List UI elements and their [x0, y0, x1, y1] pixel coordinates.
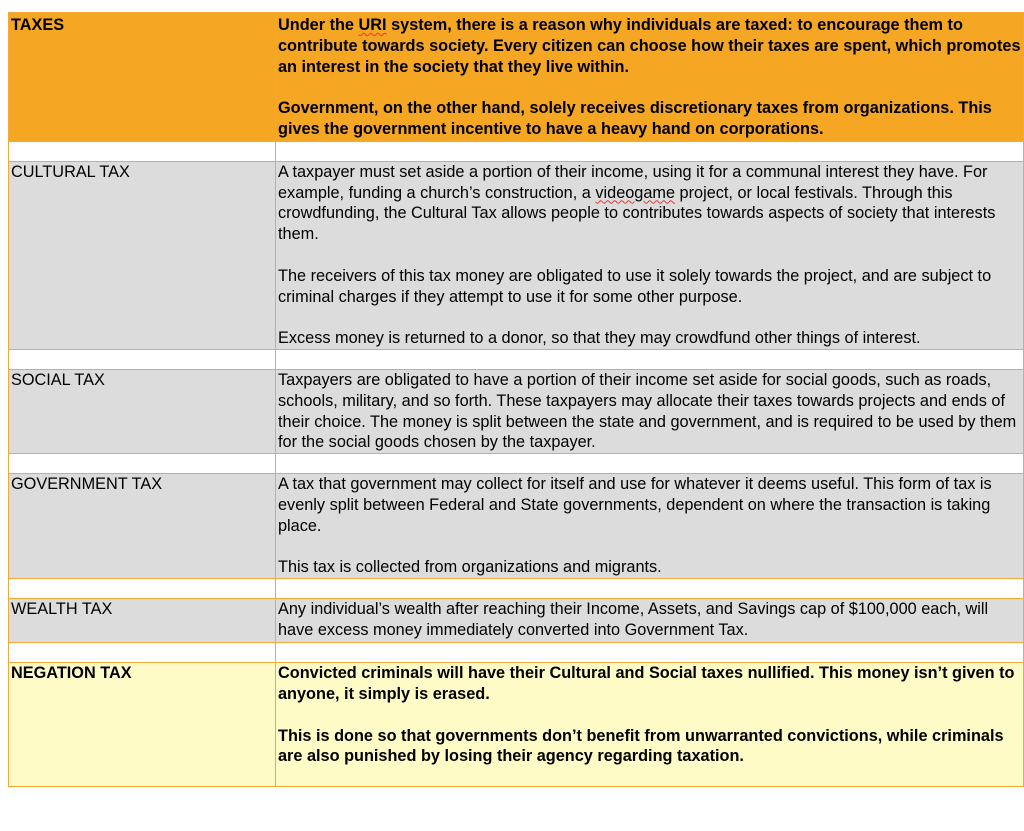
row-label: NEGATION TAX [9, 663, 276, 787]
wealth-tax-row [9, 599, 1024, 643]
paragraph-text: Excess money is returned to a donor, so that they may crowdfund other things of interest. [278, 329, 921, 348]
spacer-row [9, 579, 1024, 599]
paragraph-text: Any individual’s wealth after reaching their Income, Assets, and Savings cap of $100,000 each, will have excess money immediately converted into Government Tax. [278, 600, 989, 639]
row-description [276, 599, 1024, 643]
paragraph-text: A tax that government may collect for itself and use for whatever it deems useful. This form of tax is evenly split between Federal and State governments, dependent on where the transaction is taking place. [278, 475, 992, 535]
description-paragraph [278, 474, 1023, 536]
paragraph-text: This tax is collected from organizations and migrants. [278, 558, 662, 577]
paragraph-text: Under the [278, 16, 359, 34]
description-paragraph [278, 98, 1023, 140]
paragraph-text: Government, on the other hand, solely receives discretionary taxes from organizations. This gives the government incentive to have a heavy hand on corporations. [278, 99, 992, 138]
paragraph-text: system, there is a reason why individuals are taxed: to encourage them to contribute towards society. Every citizen can choose how their taxes are spent, which promotes an interest in the society that they live within. [278, 16, 1021, 76]
description-paragraph [278, 370, 1023, 453]
paragraph-text: project, or local festivals. Through this crowdfunding, the Cultural Tax allows people to contributes towards aspects of society that interests them. [278, 183, 996, 244]
row-description [276, 161, 1024, 349]
description-paragraph [278, 557, 1023, 578]
government-tax-row [9, 474, 1024, 579]
row-label: CULTURAL TAX [9, 161, 276, 349]
spellcheck-word: URI [358, 16, 387, 34]
tax-table [8, 12, 1024, 787]
paragraph-text: A taxpayer must set aside a portion of their income, using it for a communal interest they have. For example, funding a church’s construction, a [278, 162, 988, 202]
row-description [276, 474, 1024, 579]
spellcheck-word: videogame [595, 183, 676, 202]
paragraph-text: Convicted criminals will have their Cultural and Social taxes nullified. This money isn’t given to anyone, it simply is erased. [278, 664, 1015, 703]
description-paragraph [278, 15, 1023, 77]
spacer-row [9, 349, 1024, 369]
spacer-row [9, 141, 1024, 161]
description-paragraph [278, 328, 1023, 349]
description-paragraph [278, 162, 1023, 245]
row-description [276, 663, 1024, 787]
row-label: WEALTH TAX [9, 599, 276, 643]
description-paragraph [278, 266, 1023, 308]
spacer-row [9, 454, 1024, 474]
social-tax-row [9, 369, 1024, 453]
negation-tax-row [9, 663, 1024, 787]
paragraph-text: The receivers of this tax money are obligated to use it solely towards the project, and are subject to criminal charges if they attempt to use it for some other purpose. [278, 266, 992, 306]
row-label: TAXES [9, 13, 276, 142]
description-paragraph [278, 726, 1023, 768]
row-label: GOVERNMENT TAX [9, 474, 276, 579]
row-description [276, 13, 1024, 142]
description-paragraph [278, 663, 1023, 705]
row-label: SOCIAL TAX [9, 369, 276, 453]
description-paragraph [278, 599, 1023, 641]
cultural-tax-row [9, 161, 1024, 349]
taxes-row [9, 13, 1024, 142]
spacer-row [9, 643, 1024, 663]
paragraph-text: This is done so that governments don’t benefit from unwarranted convictions, while criminals are also punished by losing their agency regarding taxation. [278, 726, 1004, 766]
paragraph-text: Taxpayers are obligated to have a portion of their income set aside for social goods, such as roads, schools, military, and so forth. These taxpayers may allocate their taxes towards projects and ends of their choice. The money is split between the state and government, and is required to be used by them for the social goods chosen by the taxpayer. [278, 370, 1017, 452]
row-description [276, 369, 1024, 453]
